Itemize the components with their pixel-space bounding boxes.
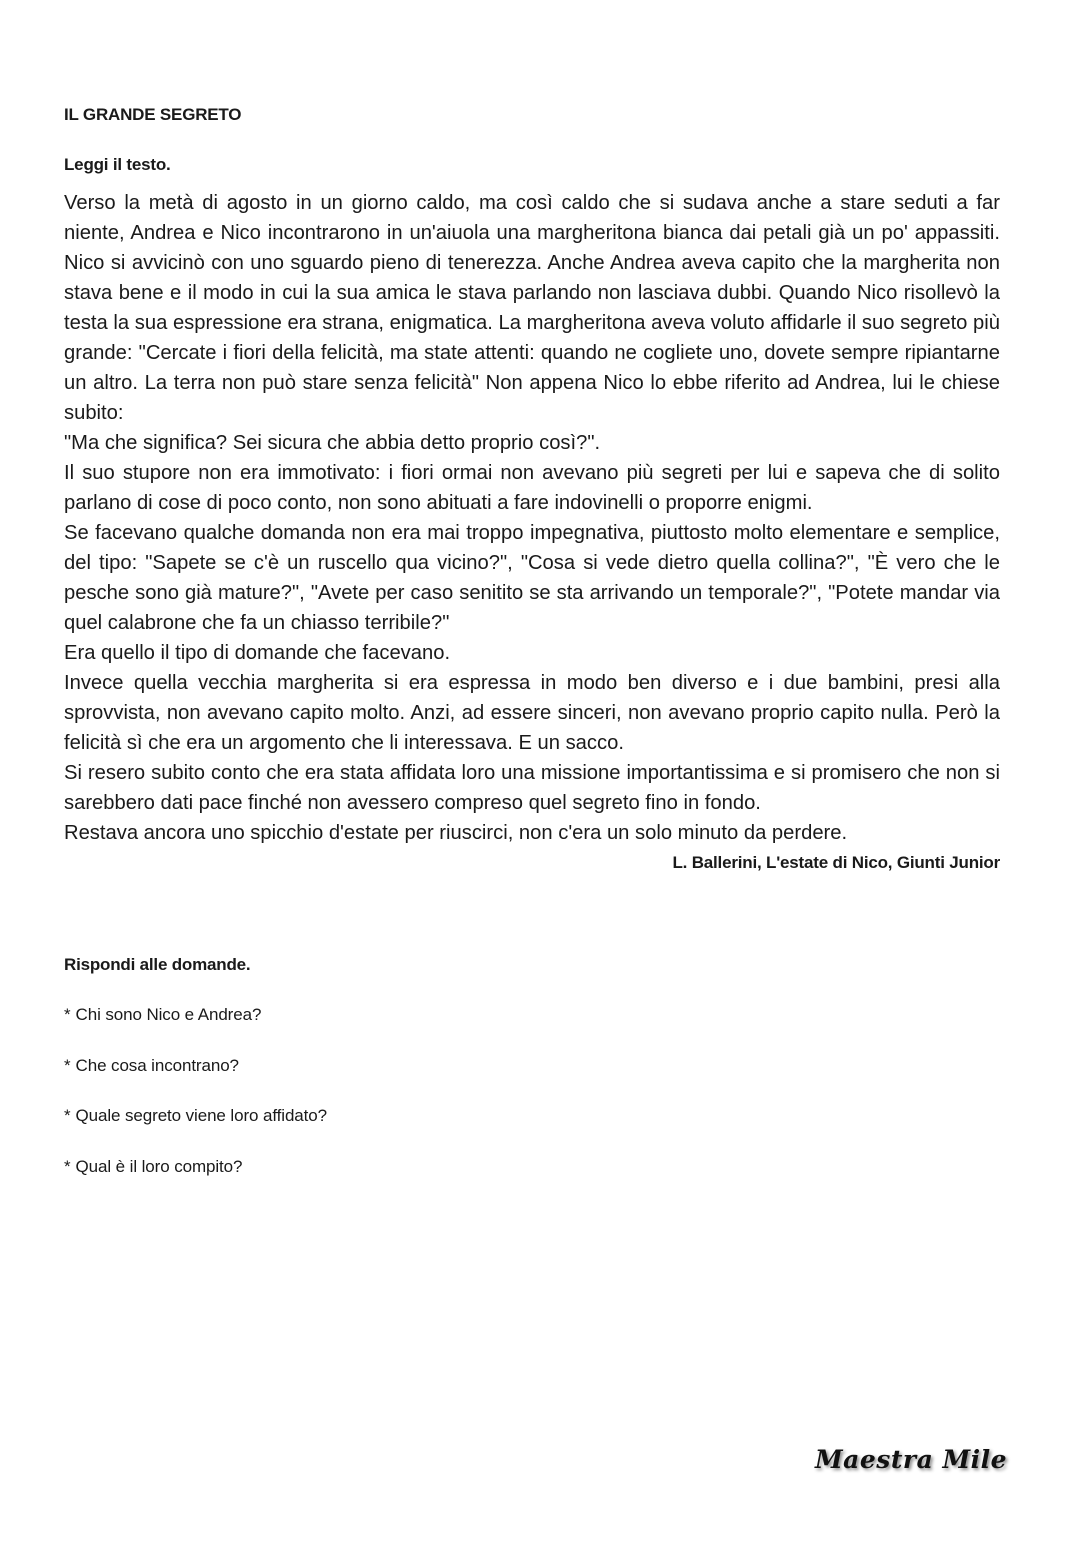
worksheet-page <box>64 100 1000 1202</box>
story-paragraph: Verso la metà di agosto in un giorno caldo, ma così caldo che si sudava anche a stare seduti a far niente, Andrea e Nico incontrarono in un'aiuola una margheritona bianca dai petali già un po' appassiti. Nico si avvicinò con uno sguardo pieno di tenerezza. Anche Andrea aveva capito che la margherita non stava bene e il modo in cui la sua amica le stava parlando non lasciava dubbi. Quando Nico risollevò la testa la sua espressione era strana, enigmatica. La margheritona aveva voluto affidarle il suo segreto più grande: "Cercate i fiori della felicità, ma state attenti: quando ne cogliete uno, dovete sempre ripiantarne un altro. La terra non può stare senza felicità" Non appena Nico lo ebbe riferito ad Andrea, lui le chiese subito: <box>64 192 1000 424</box>
question-text: Quale segreto viene loro affidato? <box>75 1106 327 1125</box>
story-paragraph: Invece quella vecchia margherita si era espressa in modo ben diverso e i due bambini, presi alla sprovvista, non avevano capito molto. Anzi, ad essere sinceri, non avevano proprio capito nulla. Però la felicità sì che era un argomento che li interessava. E un sacco. <box>64 672 1000 754</box>
question-item <box>64 1152 1000 1182</box>
asterisk-bullet-icon: * <box>64 1106 71 1125</box>
question-text: Chi sono Nico e Andrea? <box>75 1005 262 1024</box>
story-paragraph: Se facevano qualche domanda non era mai troppo impegnativa, piuttosto molto elementare e semplice, del tipo: "Sapete se c'è un ruscello qua vicino?", "Cosa si vede dietro quella collina?", "È vero che le pesche sono già mature?", "Avete per caso senitito se sta arrivando un temporale?", "Potete mandar via quel calabrone che fa un chiasso terribile?" <box>64 522 1000 634</box>
source-citation: L. Ballerini, L'estate di Nico, Giunti Junior <box>672 853 1000 872</box>
asterisk-bullet-icon: * <box>64 1156 71 1176</box>
document-title: IL GRANDE SEGRETO <box>64 105 242 124</box>
question-item <box>64 1051 1000 1081</box>
author-signature: Maestra Mile <box>815 1445 1008 1474</box>
story-paragraph: Si resero subito conto che era stata affidata loro una missione importantissima e si promisero che non si sarebbero dati pace finché non avessero compreso quel segreto fino in fondo. <box>64 762 1000 814</box>
story-paragraph: Era quello il tipo di domande che facevano. <box>64 642 451 664</box>
story-paragraph: Restava ancora uno spicchio d'estate per riuscirci, non c'era un solo minuto da perdere. <box>64 822 848 844</box>
question-text: Qual è il loro compito? <box>75 1156 243 1176</box>
asterisk-bullet-icon: * <box>64 1055 71 1075</box>
question-item <box>64 1101 1000 1131</box>
questions-heading: Rispondi alle domande. <box>64 955 251 974</box>
question-item <box>64 1000 1000 1030</box>
reading-instruction: Leggi il testo. <box>64 155 171 174</box>
story-paragraph: Il suo stupore non era immotivato: i fiori ormai non avevano più segreti per lui e sapeva che di solito parlano di cose di poco conto, non sono abituati a fare indovinelli o proporre enigmi. <box>64 462 1000 514</box>
questions-list <box>64 1000 1000 1182</box>
asterisk-bullet-icon: * <box>64 1005 71 1024</box>
story-text <box>64 188 1000 848</box>
question-text: Che cosa incontrano? <box>75 1055 239 1075</box>
story-paragraph: "Ma che significa? Sei sicura che abbia detto proprio così?". <box>64 432 601 454</box>
